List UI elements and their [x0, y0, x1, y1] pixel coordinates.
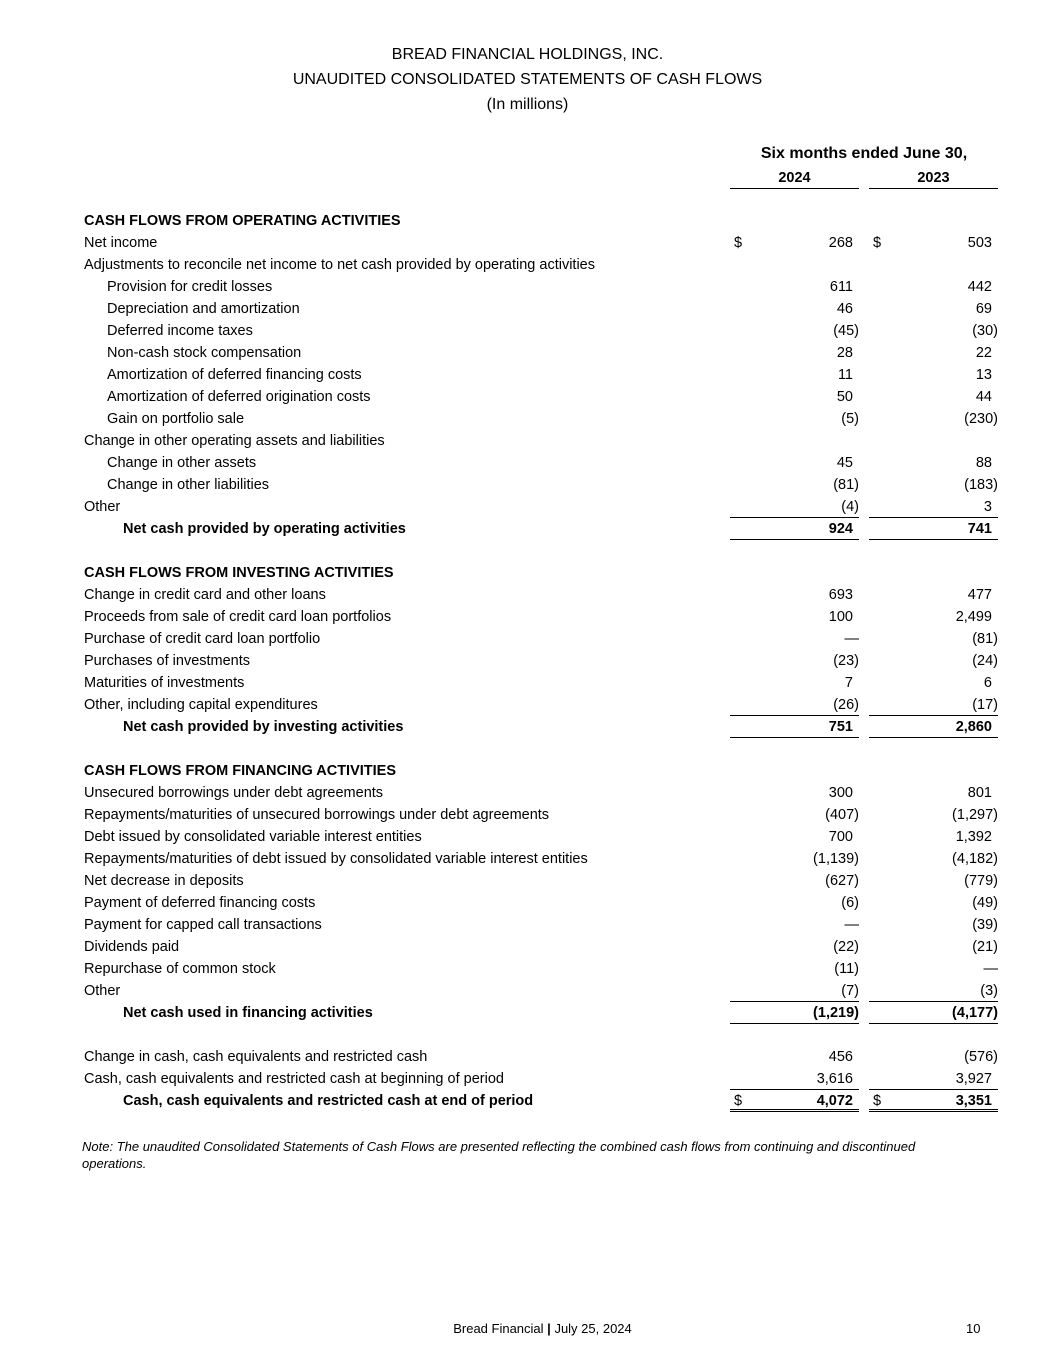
value-2023-cell: [869, 628, 998, 650]
table-row: [0, 914, 1055, 936]
value-2024: (1,139): [813, 851, 859, 867]
row-label: Cash, cash equivalents and restricted cash at beginning of period: [84, 1071, 504, 1087]
total-row: [0, 518, 1055, 540]
value-2024: (26): [833, 697, 859, 713]
value-2023: 3,927: [955, 1071, 992, 1087]
value-2023: (24): [972, 653, 998, 669]
row-label: CASH FLOWS FROM INVESTING ACTIVITIES: [84, 565, 394, 581]
table-row: [0, 342, 1055, 364]
table-row: [0, 606, 1055, 628]
table-row: [0, 804, 1055, 826]
value-2024: 924: [828, 521, 853, 537]
table-row: [0, 474, 1055, 496]
value-2023-cell: [869, 298, 998, 320]
value-2024: (7): [841, 983, 859, 999]
value-2024: 100: [828, 609, 853, 625]
table-row: [0, 584, 1055, 606]
table-row: [0, 650, 1055, 672]
row-label: Amortization of deferred financing costs: [107, 367, 362, 383]
value-2024-cell: [730, 408, 859, 430]
value-2024-cell: [730, 694, 859, 716]
value-2024-cell: [730, 870, 859, 892]
value-2023-cell: [869, 716, 998, 738]
table-row: [0, 452, 1055, 474]
value-2024-cell: [730, 1068, 859, 1090]
table-row: [0, 276, 1055, 298]
footer-credit: [0, 1321, 1055, 1336]
value-2024-cell: [730, 1046, 859, 1068]
value-2024-cell: [730, 782, 859, 804]
value-2023: 44: [975, 389, 992, 405]
table-row: [0, 958, 1055, 980]
value-2024: 28: [836, 345, 853, 361]
row-label: Amortization of deferred origination costs: [107, 389, 371, 405]
value-2023-cell: [869, 980, 998, 1002]
value-2024: 300: [828, 785, 853, 801]
table-row: [0, 980, 1055, 1002]
table-row: [0, 782, 1055, 804]
row-label: Debt issued by consolidated variable interest entities: [84, 829, 422, 845]
row-label: Proceeds from sale of credit card loan portfolios: [84, 609, 392, 625]
value-2023: (17): [972, 697, 998, 713]
value-2023-cell: [869, 1002, 998, 1024]
value-2023: 3: [983, 499, 992, 515]
value-2024-cell: [730, 914, 859, 936]
value-2023-cell: [869, 782, 998, 804]
value-2024-cell: [730, 496, 859, 518]
value-2023-cell: [869, 1090, 998, 1112]
value-2023-cell: [869, 584, 998, 606]
value-2023: 22: [975, 345, 992, 361]
statement-header: [0, 42, 1055, 117]
year-2024-header: 2024: [730, 170, 859, 189]
dollar-sign: $: [873, 1093, 882, 1109]
value-2024: (22): [833, 939, 859, 955]
value-2024: (4): [841, 499, 859, 515]
value-2024-cell: [730, 320, 859, 342]
value-2023: (576): [964, 1049, 998, 1065]
table-row: [0, 298, 1055, 320]
dollar-sign: $: [873, 235, 882, 251]
value-2023-cell: [869, 474, 998, 496]
total-row: [0, 716, 1055, 738]
value-2023: (4,177): [952, 1005, 998, 1021]
value-2024-cell: [730, 386, 859, 408]
table-row: [0, 254, 1055, 276]
value-2024-cell: [730, 716, 859, 738]
footer-separator: |: [547, 1321, 551, 1336]
table-row: [0, 496, 1055, 518]
row-label: Gain on portfolio sale: [107, 411, 245, 427]
row-label: CASH FLOWS FROM OPERATING ACTIVITIES: [84, 213, 401, 229]
value-2024: 7: [844, 675, 853, 691]
value-2024-cell: [730, 804, 859, 826]
value-2023: 6: [983, 675, 992, 691]
value-2023: (4,182): [952, 851, 998, 867]
value-2023-cell: [869, 804, 998, 826]
table-row: [0, 364, 1055, 386]
row-label: Dividends paid: [84, 939, 180, 955]
row-label: Adjustments to reconcile net income to net cash provided by operating activities: [84, 257, 595, 273]
value-2024-cell: [730, 848, 859, 870]
row-label: Payment for capped call transactions: [84, 917, 322, 933]
table-row: [0, 870, 1055, 892]
value-2024: 700: [828, 829, 853, 845]
row-label: Net cash provided by operating activities: [123, 521, 406, 537]
value-2024-cell: [730, 364, 859, 386]
row-label: Purchases of investments: [84, 653, 251, 669]
value-2023-cell: [869, 342, 998, 364]
value-2023-cell: [869, 606, 998, 628]
value-2023: (1,297): [952, 807, 998, 823]
page-number: 10: [966, 1321, 981, 1336]
dollar-sign: $: [734, 235, 743, 251]
row-label: Repayments/maturities of debt issued by consolidated variable interest entities: [84, 851, 588, 867]
value-2023-cell: [869, 694, 998, 716]
row-label: Net income: [84, 235, 158, 251]
value-2024: 50: [836, 389, 853, 405]
value-2024: (5): [841, 411, 859, 427]
dollar-sign: $: [734, 1093, 743, 1109]
table-row: [0, 892, 1055, 914]
value-2024: (81): [833, 477, 859, 493]
row-label: Change in other assets: [107, 455, 257, 471]
value-2023: 2,860: [955, 719, 992, 735]
spacer-row: [0, 738, 1055, 760]
section-heading-row: [0, 562, 1055, 584]
row-label: Net decrease in deposits: [84, 873, 244, 889]
value-2023-cell: [869, 914, 998, 936]
value-2024-cell: [730, 672, 859, 694]
value-2024-cell: [730, 342, 859, 364]
table-row: [0, 694, 1055, 716]
value-2024: 693: [828, 587, 853, 603]
value-2023: 1,392: [955, 829, 992, 845]
value-2024: 456: [828, 1049, 853, 1065]
value-2023-cell: [869, 320, 998, 342]
value-2024-cell: [730, 936, 859, 958]
value-2024: —: [844, 917, 859, 933]
row-label: CASH FLOWS FROM FINANCING ACTIVITIES: [84, 763, 397, 779]
total-row: [0, 1090, 1055, 1112]
table-row: [0, 386, 1055, 408]
value-2024: 11: [837, 367, 853, 383]
value-2023: 13: [975, 367, 992, 383]
value-2023-cell: [869, 232, 998, 254]
value-2023: (779): [964, 873, 998, 889]
value-2024: (6): [841, 895, 859, 911]
footnote: Note: The unaudited Consolidated Statements of Cash Flows are presented reflecting the combined cash flows from continuing and discontinued operations.: [82, 1139, 916, 1171]
row-label: Change in other operating assets and liabilities: [84, 433, 385, 449]
value-2023-cell: [869, 364, 998, 386]
table-row: [0, 232, 1055, 254]
total-row: [0, 1002, 1055, 1024]
value-2023: 442: [967, 279, 992, 295]
table-row: [0, 1068, 1055, 1090]
cash-flow-table: [0, 210, 1055, 1112]
value-2023: 801: [967, 785, 992, 801]
value-2023: (39): [972, 917, 998, 933]
value-2024: (1,219): [813, 1005, 859, 1021]
value-2023: (3): [980, 983, 998, 999]
value-2024: 46: [836, 301, 853, 317]
row-label: Unsecured borrowings under debt agreements: [84, 785, 384, 801]
row-label: Other, including capital expenditures: [84, 697, 318, 713]
value-2024-cell: [730, 298, 859, 320]
row-label: Deferred income taxes: [107, 323, 253, 339]
value-2023: 741: [967, 521, 992, 537]
row-label: Repurchase of common stock: [84, 961, 276, 977]
value-2024-cell: [730, 1090, 859, 1112]
value-2023: 477: [967, 587, 992, 603]
row-label: Provision for credit losses: [107, 279, 273, 295]
value-2023: 2,499: [955, 609, 992, 625]
spacer-row: [0, 540, 1055, 562]
value-2023-cell: [869, 1068, 998, 1090]
value-2024: —: [844, 631, 859, 647]
value-2024: 45: [836, 455, 853, 471]
value-2023: (183): [964, 477, 998, 493]
value-2023-cell: [869, 826, 998, 848]
value-2024: 611: [829, 279, 853, 295]
value-2024: 268: [828, 235, 853, 251]
value-2023-cell: [869, 1046, 998, 1068]
value-2024: (23): [833, 653, 859, 669]
value-2024-cell: [730, 980, 859, 1002]
value-2024-cell: [730, 892, 859, 914]
value-2023: 503: [967, 235, 992, 251]
value-2023-cell: [869, 496, 998, 518]
row-label: Other: [84, 499, 121, 515]
value-2023: (21): [972, 939, 998, 955]
value-2024-cell: [730, 958, 859, 980]
value-2023-cell: [869, 650, 998, 672]
value-2024-cell: [730, 826, 859, 848]
value-2024: (627): [825, 873, 859, 889]
company-name: BREAD FINANCIAL HOLDINGS, INC.: [391, 46, 664, 63]
table-row: [0, 320, 1055, 342]
value-2023-cell: [869, 936, 998, 958]
row-label: Non-cash stock compensation: [107, 345, 302, 361]
row-label: Repayments/maturities of unsecured borrowings under debt agreements: [84, 807, 550, 823]
table-row: [0, 628, 1055, 650]
units-note: (In millions): [486, 96, 569, 113]
statement-title: UNAUDITED CONSOLIDATED STATEMENTS OF CASH FLOWS: [292, 71, 763, 88]
value-2023-cell: [869, 958, 998, 980]
value-2023: 88: [975, 455, 992, 471]
year-2023-header: 2023: [869, 170, 998, 189]
table-row: [0, 936, 1055, 958]
table-row: [0, 848, 1055, 870]
value-2024-cell: [730, 650, 859, 672]
row-label: Net cash used in financing activities: [123, 1005, 373, 1021]
value-2024: (407): [825, 807, 859, 823]
value-2023-cell: [869, 672, 998, 694]
table-row: [0, 826, 1055, 848]
row-label: Other: [84, 983, 121, 999]
value-2024-cell: [730, 628, 859, 650]
row-label: Payment of deferred financing costs: [84, 895, 316, 911]
section-heading-row: [0, 210, 1055, 232]
row-label: Net cash provided by investing activities: [123, 719, 404, 735]
value-2024-cell: [730, 1002, 859, 1024]
row-label: Change in credit card and other loans: [84, 587, 326, 603]
value-2023-cell: [869, 870, 998, 892]
value-2023-cell: [869, 386, 998, 408]
value-2023: (30): [972, 323, 998, 339]
value-2024: (11): [834, 961, 859, 977]
row-label: Change in cash, cash equivalents and restricted cash: [84, 1049, 428, 1065]
period-heading: Six months ended June 30,: [760, 145, 968, 162]
table-row: [0, 430, 1055, 452]
table-row: [0, 408, 1055, 430]
value-2024-cell: [730, 606, 859, 628]
spacer-row: [0, 1024, 1055, 1046]
value-2023: —: [983, 961, 998, 977]
footer-date: July 25, 2024: [554, 1321, 632, 1336]
value-2023: 69: [975, 301, 992, 317]
value-2023-cell: [869, 518, 998, 540]
value-2024: 751: [828, 719, 853, 735]
value-2023: 3,351: [955, 1093, 992, 1109]
row-label: Change in other liabilities: [107, 477, 270, 493]
section-heading-row: [0, 760, 1055, 782]
value-2024: (45): [833, 323, 859, 339]
value-2023-cell: [869, 276, 998, 298]
value-2024-cell: [730, 276, 859, 298]
value-2023: (81): [972, 631, 998, 647]
value-2024-cell: [730, 452, 859, 474]
table-row: [0, 1046, 1055, 1068]
value-2023: (49): [972, 895, 998, 911]
value-2024: 3,616: [816, 1071, 853, 1087]
value-2024-cell: [730, 232, 859, 254]
value-2023-cell: [869, 452, 998, 474]
value-2024-cell: [730, 518, 859, 540]
value-2023-cell: [869, 892, 998, 914]
row-label: Maturities of investments: [84, 675, 245, 691]
row-label: Purchase of credit card loan portfolio: [84, 631, 321, 647]
value-2024: 4,072: [816, 1093, 853, 1109]
table-row: [0, 672, 1055, 694]
value-2023-cell: [869, 408, 998, 430]
value-2023-cell: [869, 848, 998, 870]
row-label: Cash, cash equivalents and restricted cash at end of period: [123, 1093, 534, 1109]
value-2023: (230): [964, 411, 998, 427]
row-label: Depreciation and amortization: [107, 301, 300, 317]
value-2024-cell: [730, 474, 859, 496]
footer-company: Bread Financial: [453, 1321, 544, 1336]
value-2024-cell: [730, 584, 859, 606]
